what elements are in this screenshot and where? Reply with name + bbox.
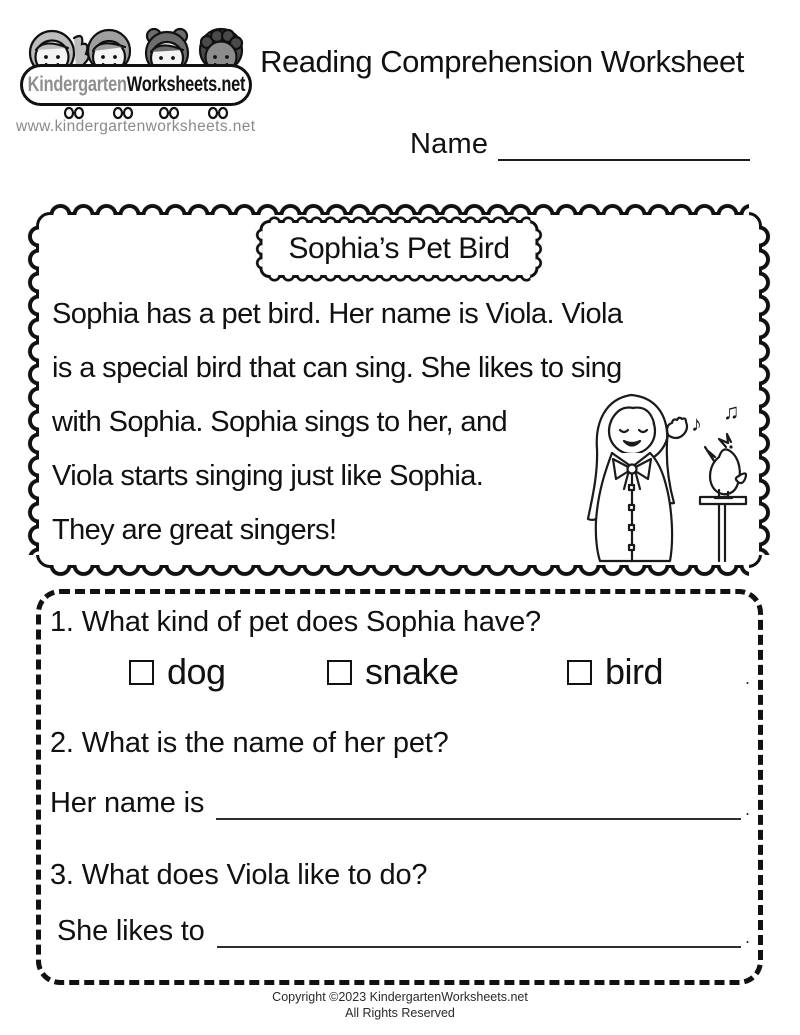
scallop-border-bottom: [49, 565, 749, 577]
name-label: Name: [410, 128, 489, 160]
option-dog-checkbox[interactable]: [129, 660, 154, 685]
option-bird-checkbox[interactable]: [567, 660, 592, 685]
option-snake-label: snake: [365, 651, 459, 692]
question-3-blank-line[interactable]: [217, 912, 741, 948]
girl-and-bird-illustration: [581, 389, 753, 563]
badge-scallop-top: [267, 216, 530, 223]
question-2-text: What is the name of her pet?: [81, 727, 449, 759]
option-snake[interactable]: [327, 651, 459, 693]
scallop-border-left: [27, 225, 39, 555]
music-note-icon: ♫: [723, 399, 740, 424]
question-3: [50, 859, 427, 892]
scallop-border-right: [759, 225, 771, 555]
badge-scallop-right: [536, 228, 543, 270]
question-2-period: .: [744, 799, 750, 819]
name-row: [410, 128, 750, 161]
question-1-number: 1.: [50, 606, 74, 638]
option-bird-label: bird: [605, 651, 664, 692]
questions-box: [36, 589, 763, 985]
question-2-number: 2.: [50, 727, 74, 759]
question-3-answer-row: [57, 912, 750, 948]
story-title: Sophia’s Pet Bird: [288, 232, 510, 265]
story-line: Viola starts singing just like Sophia.: [52, 460, 484, 492]
question-2-answer-row: [50, 784, 750, 820]
option-dog-label: dog: [167, 651, 226, 692]
question-3-period: .: [744, 927, 750, 947]
badge-scallop-bottom: [267, 275, 530, 282]
name-blank-line[interactable]: [498, 129, 750, 161]
option-bird[interactable]: [567, 651, 663, 693]
site-logo: [14, 20, 258, 122]
question-2-answer-prefix: Her name is: [50, 787, 205, 819]
story-box: [36, 212, 762, 568]
scallop-border-top: [49, 203, 749, 215]
question-2-blank-line[interactable]: [216, 784, 741, 820]
page-title: Reading Comprehension Worksheet: [260, 44, 744, 79]
question-3-number: 3.: [50, 859, 74, 891]
story-text: [52, 287, 622, 557]
question-1-period: .: [745, 668, 751, 688]
question-2: [50, 727, 449, 760]
logo-banner: [20, 64, 252, 106]
logo-brand-bold: Worksheets.net: [126, 73, 245, 96]
footer-copyright: Copyright ©2023 KindergartenWorksheets.net: [272, 990, 528, 1004]
logo-brand: [27, 73, 245, 97]
story-line: Sophia has a pet bird. Her name is Viola. Viola: [52, 298, 623, 330]
option-snake-checkbox[interactable]: [327, 660, 352, 685]
logo-brand-light: Kindergarten: [27, 73, 127, 96]
story-title-badge: [259, 220, 538, 278]
footer-rights: All Rights Reserved: [345, 1006, 455, 1020]
footer: [0, 989, 800, 1021]
question-1: [50, 606, 541, 639]
website-url: www.kindergartenworksheets.net: [16, 118, 256, 135]
story-line: with Sophia. Sophia sings to her, and: [52, 406, 508, 438]
question-3-text: What does Viola like to do?: [81, 859, 428, 891]
music-note-icon: ♪: [691, 411, 702, 436]
question-1-text: What kind of pet does Sophia have?: [81, 606, 541, 638]
story-line: They are great singers!: [52, 514, 337, 546]
story-line: is a special bird that can sing. She likes to sing: [52, 352, 622, 384]
question-3-answer-prefix: She likes to: [57, 915, 205, 947]
option-dog[interactable]: [129, 651, 226, 693]
badge-scallop-left: [255, 228, 262, 270]
